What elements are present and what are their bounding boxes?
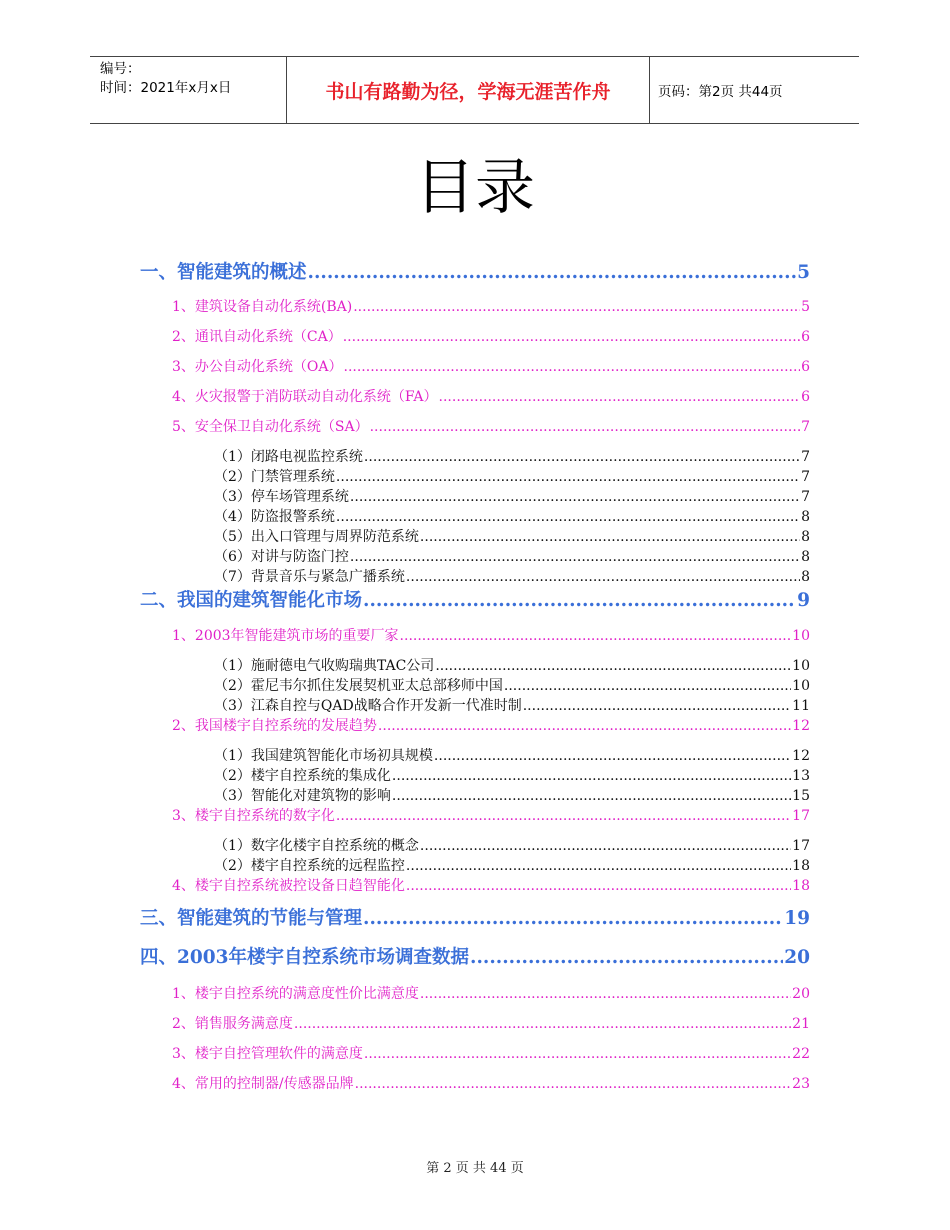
toc-entry-text: 2、我国楼宇自控系统的发展趋势 (172, 718, 377, 734)
toc-entry-text: 二、我国的建筑智能化市场 (140, 590, 363, 611)
toc-entry[interactable] (214, 506, 810, 526)
toc-leader (363, 908, 783, 929)
toc-leader (392, 768, 791, 784)
toc-entry-page: 15 (792, 788, 810, 804)
toc-entry[interactable] (214, 835, 810, 855)
toc-entry-page: 7 (801, 449, 810, 465)
toc-leader (364, 449, 800, 465)
toc-entry-text: 1、建筑设备自动化系统(BA) (172, 299, 353, 315)
toc-entry-page: 8 (801, 509, 810, 525)
toc-entry-page: 17 (792, 838, 810, 854)
toc-leader (392, 788, 791, 804)
toc-entry[interactable] (140, 586, 810, 612)
toc-entry[interactable] (172, 1073, 810, 1093)
toc-entry[interactable] (214, 566, 810, 586)
header-number-label: 编号： (100, 61, 141, 77)
toc-entry-text: 一、智能建筑的概述 (140, 262, 307, 283)
toc-entry-page: 7 (801, 469, 810, 485)
header-meta (100, 60, 231, 98)
toc-entry-text: （1）数字化楼宇自控系统的概念 (214, 838, 419, 854)
toc-entry-text: 3、楼宇自控系统的数字化 (172, 808, 335, 824)
toc-entry[interactable] (214, 486, 810, 506)
toc-entry-text: （1）我国建筑智能化市场初具规模 (214, 748, 433, 764)
toc-entry[interactable] (172, 983, 810, 1003)
toc-entry-page: 8 (801, 549, 810, 565)
header-time-label: 时间：2021年x月x日 (100, 80, 232, 96)
toc-entry-page: 12 (792, 718, 810, 734)
toc-entry-page: 12 (792, 748, 810, 764)
toc-entry-text: 5、安全保卫自动化系统（SA） (172, 419, 369, 435)
toc-entry-page: 13 (792, 768, 810, 784)
toc-entry[interactable] (214, 765, 810, 785)
toc-entry-text: 4、常用的控制器/传感器品牌 (172, 1076, 354, 1092)
toc-entry[interactable] (214, 466, 810, 486)
toc-entry-page: 10 (792, 658, 810, 674)
toc-entry-text: （2）楼宇自控系统的远程监控 (214, 858, 405, 874)
toc-entry-text: 4、火灾报警于消防联动自动化系统（FA） (172, 389, 438, 405)
toc-entry-page: 22 (792, 1046, 810, 1062)
toc-entry-page: 7 (801, 419, 810, 435)
page-title: 目录 (415, 153, 535, 223)
toc-entry[interactable] (214, 526, 810, 546)
toc-leader (363, 590, 796, 611)
toc-entry[interactable] (214, 655, 810, 675)
toc-leader (406, 569, 800, 585)
toc-entry-text: 4、楼宇自控系统被控设备日趋智能化 (172, 878, 405, 894)
toc-entry[interactable] (172, 386, 810, 406)
toc-entry[interactable] (214, 446, 810, 466)
toc-entry[interactable] (172, 296, 810, 316)
toc-entry[interactable] (172, 805, 810, 825)
toc-leader (523, 698, 791, 714)
toc-entry-text: （5）出入口管理与周界防范系统 (214, 529, 419, 545)
toc-entry-page: 5 (801, 299, 810, 315)
toc-entry-text: 2、销售服务满意度 (172, 1016, 293, 1032)
toc-entry-text: 1、2003年智能建筑市场的重要厂家 (172, 628, 399, 644)
header-page-info: 页码：第2页 共44页 (658, 84, 783, 100)
page-footer: 第 2 页 共 44 页 (426, 1161, 524, 1176)
toc-leader (420, 986, 791, 1002)
toc-entry-page: 6 (801, 359, 810, 375)
header-motto: 书山有路勤为径，学海无涯苦作舟 (286, 57, 650, 123)
toc-entry[interactable] (172, 1043, 810, 1063)
toc-leader (336, 469, 800, 485)
toc-entry-page: 20 (784, 947, 810, 968)
toc-leader (350, 549, 800, 565)
toc-entry-text: 3、办公自动化系统（OA） (172, 359, 343, 375)
toc-entry[interactable] (214, 695, 810, 715)
toc-entry-page: 20 (792, 986, 810, 1002)
toc-leader (434, 748, 791, 764)
toc-leader (294, 1016, 791, 1032)
toc-entry-page: 17 (792, 808, 810, 824)
toc-leader (370, 419, 800, 435)
toc-leader (504, 678, 791, 694)
toc-leader (353, 299, 800, 315)
toc-leader (470, 947, 783, 968)
toc-entry-page: 7 (801, 489, 810, 505)
toc-entry-text: （3）江森自控与QAD战略合作开发新一代准时制 (214, 698, 522, 714)
toc-entry-page: 5 (797, 262, 810, 283)
toc-leader (355, 1076, 792, 1092)
toc-entry-text: （2）楼宇自控系统的集成化 (214, 768, 391, 784)
toc-entry[interactable] (172, 326, 810, 346)
toc-entry-text: （2）霍尼韦尔抓住发展契机亚太总部移师中国 (214, 678, 503, 694)
toc-entry-text: 1、楼宇自控系统的满意度性价比满意度 (172, 986, 419, 1002)
toc-entry-page: 23 (792, 1076, 810, 1092)
toc-leader (439, 389, 801, 405)
toc-entry-text: （3）停车场管理系统 (214, 489, 349, 505)
toc-entry-text: （7）背景音乐与紧急广播系统 (214, 569, 405, 585)
toc-leader (420, 838, 791, 854)
toc-entry-text: 3、楼宇自控管理软件的满意度 (172, 1046, 363, 1062)
toc-entry-text: 三、智能建筑的节能与管理 (140, 908, 363, 929)
toc-entry[interactable] (140, 904, 810, 930)
toc-entry[interactable] (214, 855, 810, 875)
toc-entry[interactable] (172, 715, 810, 735)
toc-leader (308, 262, 797, 283)
toc-leader (406, 878, 791, 894)
toc-leader (400, 628, 792, 644)
toc-leader (336, 808, 791, 824)
toc-entry-page: 18 (792, 858, 810, 874)
toc-entry[interactable] (172, 625, 810, 645)
toc-entry-text: （2）门禁管理系统 (214, 469, 335, 485)
toc-entry[interactable] (214, 675, 810, 695)
toc-entry-text: （3）智能化对建筑物的影响 (214, 788, 391, 804)
toc-entry-page: 11 (792, 698, 810, 714)
toc-entry[interactable] (172, 416, 810, 436)
toc-entry-page: 21 (792, 1016, 810, 1032)
toc-entry-text: 2、通讯自动化系统（CA） (172, 329, 342, 345)
toc-entry[interactable] (214, 785, 810, 805)
toc-leader (343, 329, 800, 345)
toc-entry-page: 10 (792, 628, 810, 644)
toc-entry[interactable] (140, 943, 810, 969)
toc-leader (336, 509, 800, 525)
toc-leader (378, 718, 791, 734)
toc-entry-page: 6 (801, 329, 810, 345)
toc-leader (406, 858, 791, 874)
toc-entry[interactable] (172, 875, 810, 895)
toc-entry[interactable] (172, 356, 810, 376)
toc-entry-text: （4）防盗报警系统 (214, 509, 335, 525)
toc-leader (420, 529, 800, 545)
toc-entry-page: 8 (801, 529, 810, 545)
page-header (90, 56, 859, 124)
toc-entry-page: 6 (801, 389, 810, 405)
toc-entry-page: 10 (792, 678, 810, 694)
toc-leader (350, 489, 800, 505)
toc-entry[interactable] (214, 745, 810, 765)
toc-entry-text: 四、2003年楼宇自控系统市场调查数据 (140, 947, 469, 968)
toc-entry-text: （1）施耐德电气收购瑞典TAC公司 (214, 658, 435, 674)
toc-entry[interactable] (214, 546, 810, 566)
toc-entry-page: 19 (784, 908, 810, 929)
toc-leader (344, 359, 801, 375)
toc-entry-text: （6）对讲与防盗门控 (214, 549, 349, 565)
toc-leader (364, 1046, 791, 1062)
toc-entry[interactable] (140, 258, 810, 284)
toc-entry-page: 8 (801, 569, 810, 585)
toc-entry[interactable] (172, 1013, 810, 1033)
toc-leader (435, 658, 791, 674)
toc-entry-text: （1）闭路电视监控系统 (214, 449, 363, 465)
toc-entry-page: 18 (792, 878, 810, 894)
toc-entry-page: 9 (797, 590, 810, 611)
